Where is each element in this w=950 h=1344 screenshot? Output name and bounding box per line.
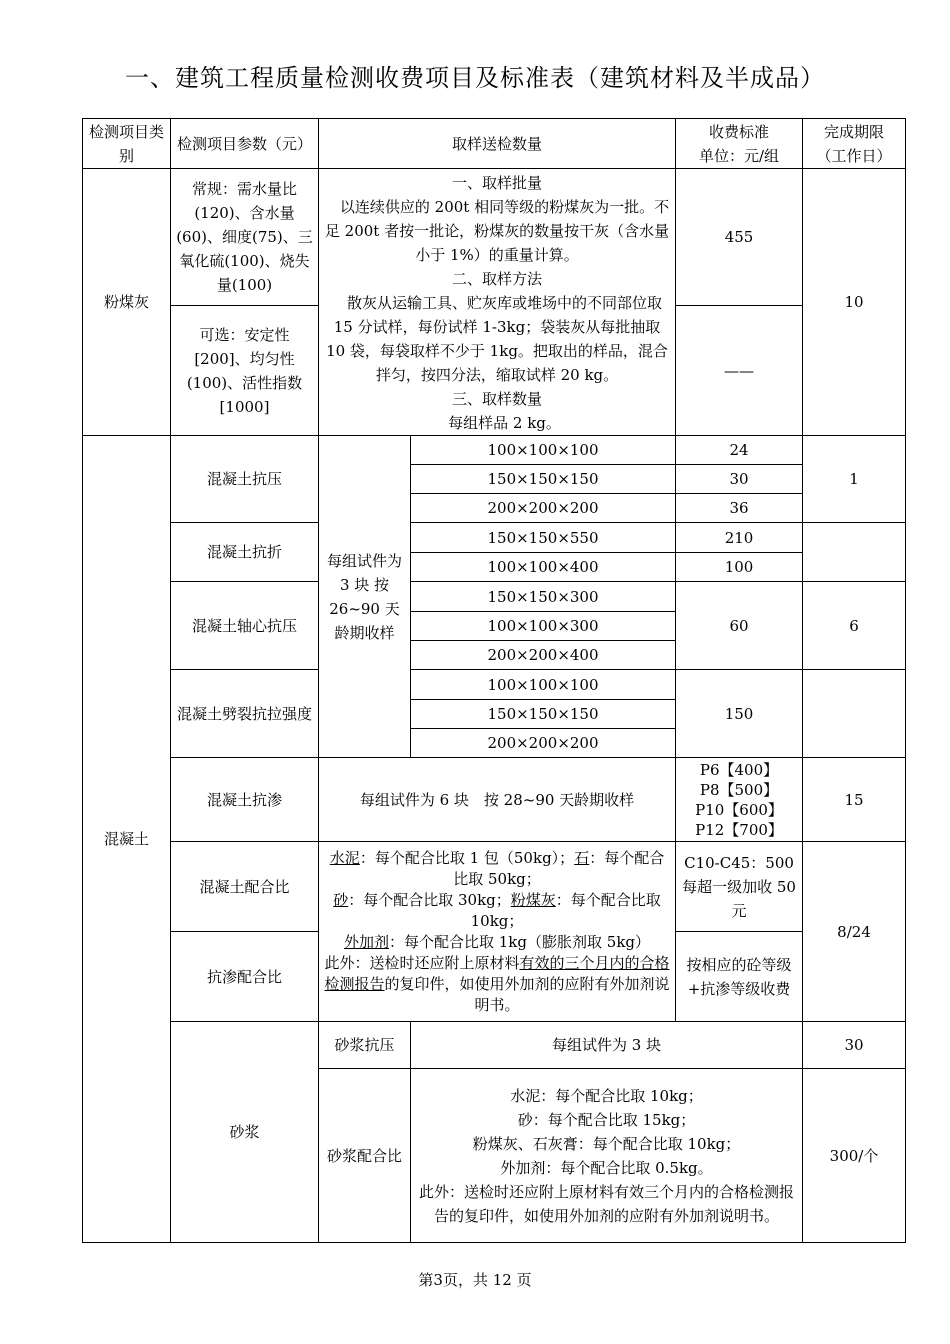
- table-row: [83, 523, 906, 553]
- concrete-splitting-period: [803, 670, 906, 758]
- mortar-mix-fee: 300/个: [803, 1069, 906, 1243]
- specimen-size: 200×200×200: [411, 494, 676, 523]
- concrete-category: 混凝土: [83, 436, 171, 1243]
- mortar-category: 砂浆: [171, 1022, 319, 1243]
- table-row: [83, 758, 906, 842]
- concrete-mix-sampling: 水泥：每个配合比取 1 包（50kg）；石：每个配合比取 50kg； 砂：每个配合比取 30kg；粉煤灰：每个配合比取 10kg； 外加剂：每个配合比取 1kg（膨胀剂取 5kg） 此外：送检时还应附上原材料有效的三个月内的合格检测报告的复印件，如使用外加剂的应附有外加剂说明书。: [319, 842, 676, 1022]
- flyash-fee-regular: 455: [676, 169, 803, 306]
- mortar-compression-name: 砂浆抗压: [319, 1022, 411, 1069]
- concrete-impermeability-fees: P6【400】 P8【500】 P10【600】 P12【700】: [676, 758, 803, 842]
- concrete-splitting-fee: 150: [676, 670, 803, 758]
- table-row: [83, 436, 906, 465]
- concrete-impermeability-period: 15: [803, 758, 906, 842]
- concrete-axial-name: 混凝土轴心抗压: [171, 582, 319, 670]
- fee-table: [82, 118, 906, 1243]
- mortar-compression-sampling: 每组试件为 3 块: [411, 1022, 803, 1069]
- fee-value: 36: [676, 494, 803, 523]
- header-category: 检测项目类别: [83, 119, 171, 169]
- specimen-size: 150×150×300: [411, 582, 676, 612]
- page-title: 一、建筑工程质量检测收费项目及标准表（建筑材料及半成品）: [125, 64, 825, 92]
- flyash-period: 10: [803, 169, 906, 436]
- header-sampling: 取样送检数量: [319, 119, 676, 169]
- page-footer: 第3页，共 12 页: [418, 1271, 532, 1289]
- fee-value: 24: [676, 436, 803, 465]
- table-row: [83, 582, 906, 612]
- fee-value: 210: [676, 523, 803, 553]
- table-row: [83, 670, 906, 700]
- concrete-imp-mix-fee: 按相应的砼等级+抗渗等级收费: [676, 932, 803, 1022]
- specimen-size: 150×150×550: [411, 523, 676, 553]
- fee-value: 100: [676, 553, 803, 582]
- flyash-regular-params: 常规：需水量比(120)、含水量(60)、细度(75)、三氧化硫(100)、烧失量(100): [171, 169, 319, 306]
- specimen-size: 150×150×150: [411, 465, 676, 494]
- flyash-category: 粉煤灰: [83, 169, 171, 436]
- header-row: [83, 119, 906, 169]
- mortar-compression-fee: 30: [803, 1022, 906, 1069]
- concrete-mix-name: 混凝土配合比: [171, 842, 319, 932]
- concrete-shared-sampling: 每组试件为 3 块 按 26~90 天龄期收样: [319, 436, 411, 758]
- concrete-axial-fee: 60: [676, 582, 803, 670]
- flyash-fee-optional: ——: [676, 306, 803, 436]
- specimen-size: 100×100×100: [411, 670, 676, 700]
- specimen-size: 150×150×150: [411, 700, 676, 729]
- header-period: 完成期限 （工作日）: [803, 119, 906, 169]
- concrete-flexural-period: [803, 523, 906, 582]
- table-row: [83, 842, 906, 932]
- concrete-imp-mix-name: 抗渗配合比: [171, 932, 319, 1022]
- flyash-optional-params: 可选：安定性[200]、均匀性(100)、活性指数[1000]: [171, 306, 319, 436]
- concrete-compression-name: 混凝土抗压: [171, 436, 319, 523]
- concrete-mix-period: 8/24: [803, 842, 906, 1022]
- mortar-mix-sampling: 水泥：每个配合比取 10kg； 砂：每个配合比取 15kg； 粉煤灰、石灰膏：每个配合比取 10kg； 外加剂：每个配合比取 0.5kg。 此外：送检时还应附上原材料有效三个月内的合格检测报告的复印件，如使用外加剂的应附有外加剂说明书。: [411, 1069, 803, 1243]
- header-fee: 收费标准 单位：元/组: [676, 119, 803, 169]
- concrete-mix-fee: C10-C45：500 每超一级加收 50 元: [676, 842, 803, 932]
- specimen-size: 200×200×400: [411, 641, 676, 670]
- concrete-impermeability-name: 混凝土抗渗: [171, 758, 319, 842]
- specimen-size: 100×100×300: [411, 612, 676, 641]
- specimen-size: 100×100×400: [411, 553, 676, 582]
- header-params: 检测项目参数（元）: [171, 119, 319, 169]
- concrete-splitting-name: 混凝土劈裂抗拉强度: [171, 670, 319, 758]
- table-row: [83, 1022, 906, 1069]
- concrete-impermeability-sampling: 每组试件为 6 块 按 28~90 天龄期收样: [319, 758, 676, 842]
- concrete-axial-period: 6: [803, 582, 906, 670]
- concrete-flexural-name: 混凝土抗折: [171, 523, 319, 582]
- flyash-row-regular: [83, 169, 906, 306]
- concrete-compression-period: 1: [803, 436, 906, 523]
- mortar-mix-name: 砂浆配合比: [319, 1069, 411, 1243]
- specimen-size: 100×100×100: [411, 436, 676, 465]
- fee-value: 30: [676, 465, 803, 494]
- flyash-sampling: 一、取样批量 以连续供应的 200t 相同等级的粉煤灰为一批。不足 200t 者按一批论，粉煤灰的数量按干灰（含水量小于 1%）的重量计算。 二、取样方法 散灰从运输工具、贮灰库或堆场中的不同部位取 15 分试样，每份试样 1-3kg；袋装灰从每批抽取 10 袋，每袋取样不少于 1kg。把取出的样品，混合拌匀，按四分法，缩取试样 20 kg。 三、取样数量 每组样品 2 kg。: [319, 169, 676, 436]
- specimen-size: 200×200×200: [411, 729, 676, 758]
